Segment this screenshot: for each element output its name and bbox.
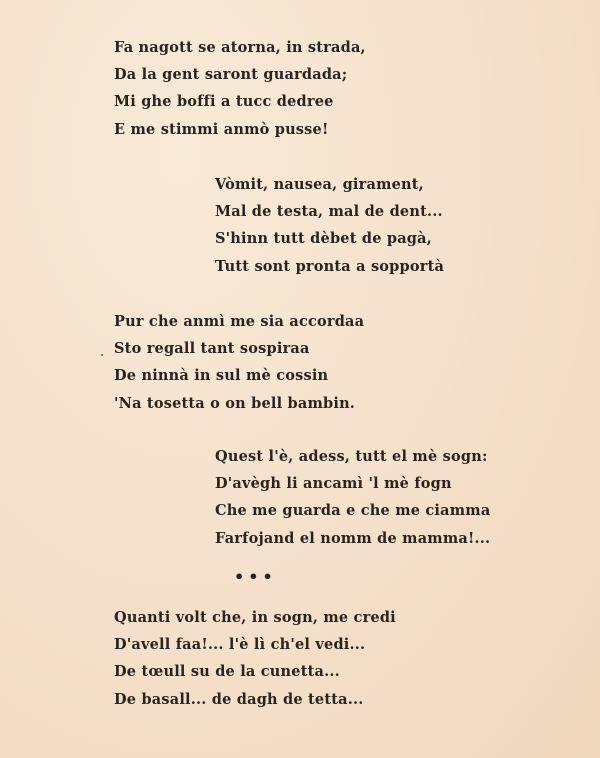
stanza-5 [114,604,396,713]
verse-line: Vòmit, nausea, girament, [215,176,424,193]
verse-line: Sto regall tant sospiraa [114,340,310,358]
verse-line: 'Na tosetta o on bell bambin. [114,394,356,412]
section-ornament: ••• [234,567,277,586]
verse-line: Quest l'è, adess, tutt el mè sogn: [215,448,488,465]
verse-line: De ninnà in sul mè cossin [114,367,329,385]
verse-line: De basall... de dagh de tetta... [114,690,364,708]
stanza-1 [114,34,366,143]
verse-line: E me stimmi anmò pusse! [114,120,329,138]
stanza-3 [114,308,364,417]
stanza-4 [215,443,490,552]
verse-line: D'avègh li ancamì 'l mè fogn [215,475,452,493]
verse-line: Che me guarda e che me ciamma [215,502,491,520]
ink-speck [101,354,103,356]
stanza-2 [215,171,444,280]
verse-line: Quanti volt che, in sogn, me credi [114,609,396,626]
verse-line: Fa nagott se atorna, in strada, [114,39,366,56]
verse-line: Pur che anmì me sia accordaa [114,313,365,330]
verse-line: De tœull su de la cunetta... [114,663,340,681]
verse-line: Tutt sont pronta a sopportà [215,257,445,275]
verse-line: S'hinn tutt dèbet de pagà, [215,230,432,248]
verse-line: Farfojand el nomm de mamma!... [215,529,491,547]
verse-line: D'avell faa!... l'è lì ch'el vedi... [114,636,366,654]
verse-line: Mi ghe boffi a tucc dedree [114,93,334,111]
verse-line: Mal de testa, mal de dent... [215,203,443,221]
verse-line: Da la gent saront guardada; [114,66,348,84]
